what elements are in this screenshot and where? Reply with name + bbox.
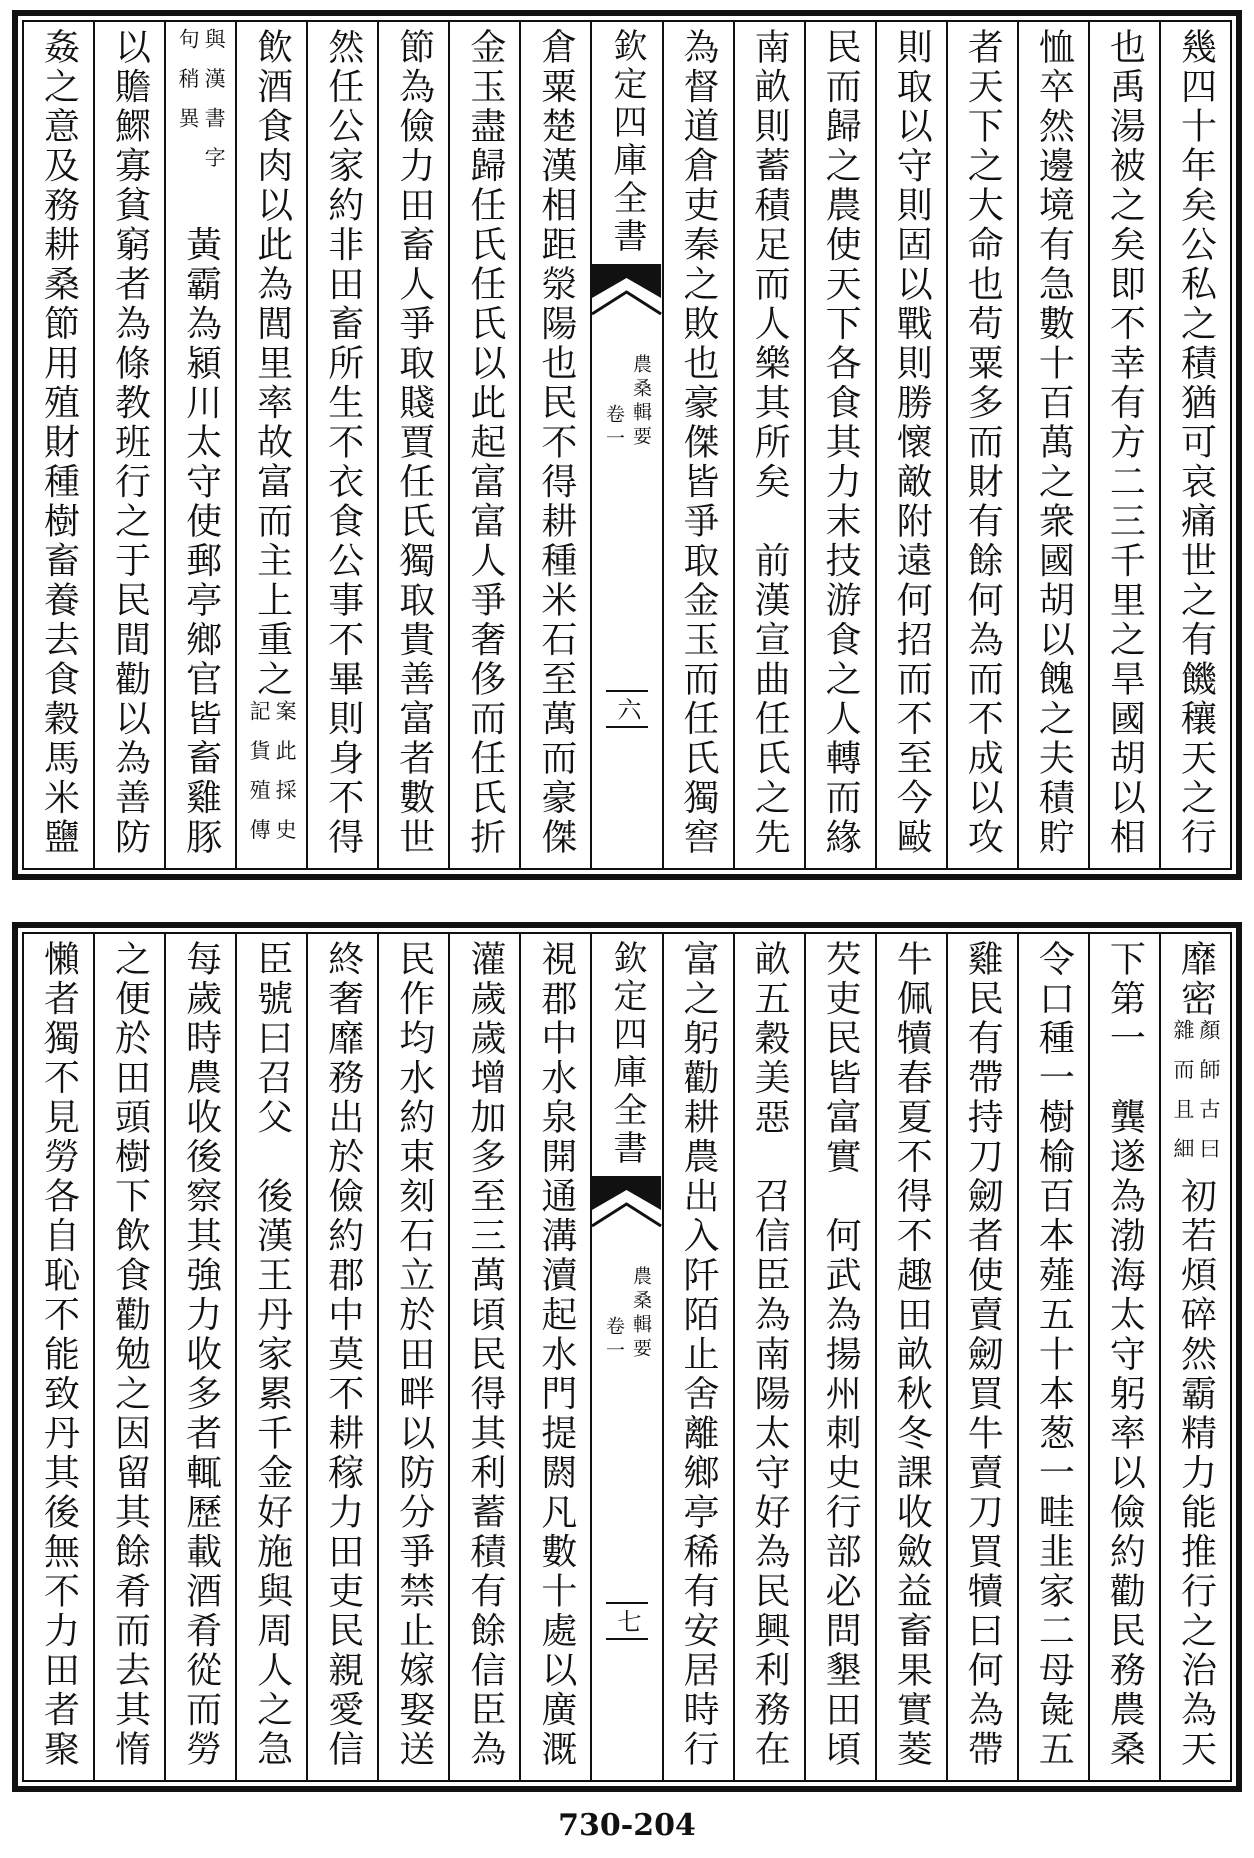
text-column [377,22,448,868]
page-number-block [592,690,661,728]
lower-page-columns [22,932,1232,1782]
column-text: 靡密 [1175,940,1217,1019]
center-fold-column [590,22,661,868]
column-text: 雞民有帶持刀劒者使賣劒買牛賣刀買犢曰何為帶 [962,940,1004,1770]
text-column [164,934,235,1780]
fish-tail-mark [592,264,661,320]
page-number: 七 [612,1609,641,1633]
book-info [604,354,650,452]
text-column [306,22,377,868]
center-fold-column [590,934,661,1780]
text-column [946,22,1017,868]
text-column [235,22,306,868]
page-number-rule [606,690,649,692]
text-column [1159,934,1230,1780]
text-column [662,22,733,868]
text-column [875,22,946,868]
page-number: 六 [612,697,641,721]
column-text: 南畝則蓄積足而人樂其所矣 前漢宣曲任氏之先 [749,28,791,858]
annotation-line: 顏師古曰 [1196,1019,1221,1177]
fish-tail-chevron [592,292,661,314]
column-text: 者天下之大命也苟粟多而財有餘何為而不成以攻 [962,28,1004,858]
text-column [1017,934,1088,1780]
annotation-line: 與漢書字 [202,28,227,186]
text-column [733,934,804,1780]
column-text: 富之躬勸耕農出入阡陌止舍離鄉亭稀有安居時行 [678,940,720,1770]
text-column [448,22,519,868]
text-column [377,934,448,1780]
text-column [733,22,804,868]
text-column [164,22,235,868]
text-column [662,934,733,1780]
column-text: 畝五穀美惡 召信臣為南陽太守好為民興利務在 [749,940,791,1770]
text-column [93,934,164,1780]
volume-label: 卷一 [602,1316,625,1364]
text-column [1088,934,1159,1780]
column-text: 為督道倉吏秦之敗也豪傑皆爭取金玉而任氏獨窖 [678,28,720,858]
fish-tail-icon [592,1176,661,1232]
page-number-block [592,1602,661,1640]
annotation-line: 句稍異 [176,28,201,147]
fish-tail-mark [592,1176,661,1232]
volume-label: 卷一 [602,404,625,452]
column-text: 臣號曰召父 後漢王丹家累千金好施與周人之急 [251,940,293,1770]
column-text: 令口種一樹榆百本薤五十本葱一畦韭家二母彘五 [1033,940,1075,1770]
lower-page-frame [12,922,1242,1792]
upper-page-frame [12,10,1242,880]
upper-page-columns [22,20,1232,870]
annotation-line: 案此採史 [273,699,298,858]
column-text: 終奢靡務出於儉約郡中莫不耕稼力田吏民親愛信 [322,940,364,1770]
page-number-rule [606,1638,649,1640]
collection-title: 欽定四庫全書 [606,940,647,1168]
text-column [1088,22,1159,868]
column-text: 金玉盡歸任氏任氏以此起富富人爭奢侈而任氏折 [464,28,506,858]
column-text: 牛佩犢春夏不得不趣田畝秋冬課收斂益畜果實菱 [891,940,933,1770]
column-text: 每歲時農收後察其強力收多者輒歷載酒肴從而勞 [180,940,222,1770]
page-number-rule [606,726,649,728]
column-text: 民而歸之農使天下各食其力末技游食之人轉而緣 [820,28,862,858]
column-text: 懶者獨不見勞各自恥不能致丹其後無不力田者聚 [38,940,80,1770]
column-text: 姦之意及務耕桑節用殖財種樹畜養去食穀馬米鹽 [38,28,80,858]
text-column [804,934,875,1780]
page-number-rule [606,1602,649,1604]
annotation-note [1172,1019,1219,1177]
column-text: 芡吏民皆富實 何武為揚州刺史行部必問墾田頃 [820,940,862,1770]
column-text: 下第一 龔遂為渤海太守躬率以儉約勸民務農桑 [1104,940,1146,1770]
annotation-note [176,28,227,186]
column-text: 則取以守則固以戰則勝懷敵附遠何招而不至今敺 [891,28,933,858]
text-column [24,934,93,1780]
column-text: 視郡中水泉開通溝瀆起水門提閼凡數十處以廣溉 [535,940,577,1770]
text-column [1017,22,1088,868]
text-column [804,22,875,868]
column-text: 然任公家約非田畜所生不衣食公事不畢則身不得 [322,28,364,858]
column-text: 恤卒然邊境有急數十百萬之衆國胡以餽之夫積貯 [1033,28,1075,858]
annotation-note [247,699,298,858]
column-text: 倉粟楚漢相距滎陽也民不得耕種米石至萬而豪傑 [535,28,577,858]
column-text: 幾四十年矣公私之積猶可哀痛世之有饑穰天之行 [1175,28,1217,858]
book-title: 農桑輯要 [629,1266,652,1362]
annotation-line: 雜而且細 [1170,1019,1195,1177]
column-text: 以贍鰥寡貧窮者為條教班行之于民間勸以為善防 [109,28,151,858]
book-title: 農桑輯要 [629,354,652,450]
column-text: 飲酒食肉以此為閭里率故富而主上重之 [251,28,293,700]
column-text: 灌歲歲增加多至三萬頃民得其利蓄積有餘信臣為 [464,940,506,1770]
column-text: 節為儉力田畜人爭取賤賈任氏獨取貴善富者數世 [393,28,435,858]
column-text: 民作均水約束刻石立於田畔以防分爭禁止嫁娶送 [393,940,435,1770]
book-info [604,1266,650,1364]
column-text: 黃霸為潁川太守使郵亭鄉官皆畜雞豚 [180,186,222,858]
text-column [1159,22,1230,868]
text-column [93,22,164,868]
column-text: 初若煩碎然霸精力能推行之治為天 [1175,1177,1217,1770]
collection-title: 欽定四庫全書 [606,28,647,256]
column-text: 之便於田頭樹下飲食勸勉之因留其餘肴而去其惰 [109,940,151,1770]
column-text: 也禹湯被之矣即不幸有方二三千里之旱國胡以相 [1104,28,1146,858]
annotation-line: 記貨殖傳 [247,699,272,858]
fish-tail-chevron [592,1204,661,1226]
page-code-footer: 730-204 [558,1808,696,1843]
text-column [448,934,519,1780]
text-column [875,934,946,1780]
text-column [306,934,377,1780]
text-column [519,934,590,1780]
text-column [235,934,306,1780]
fish-tail-icon [592,264,661,320]
text-column [519,22,590,868]
text-column [946,934,1017,1780]
text-column [24,22,93,868]
